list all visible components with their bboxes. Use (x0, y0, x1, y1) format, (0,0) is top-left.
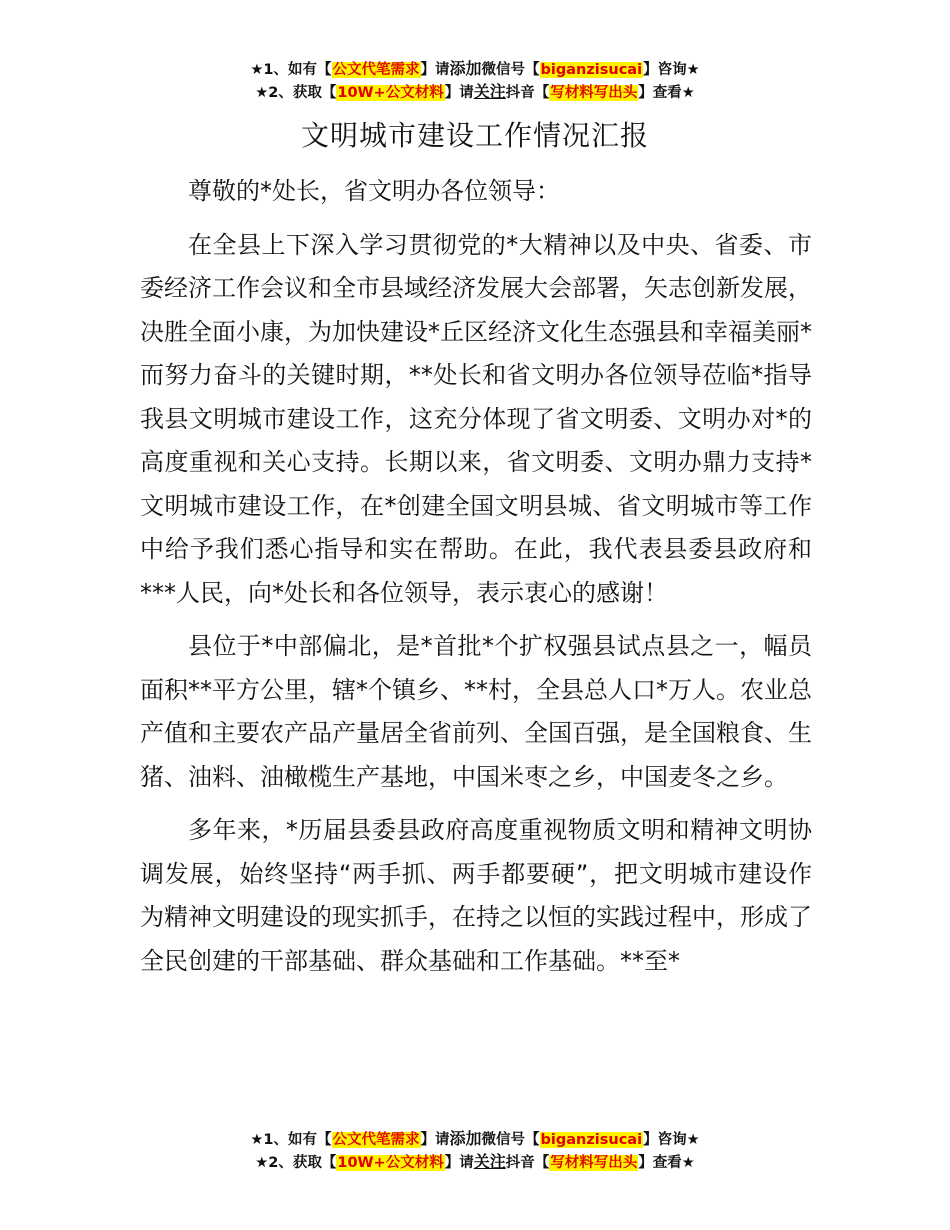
promo-text: ★1、如有【 (250, 1132, 332, 1148)
promo-text: 】查看★ (638, 1155, 695, 1171)
promo-text: ★1、如有【 (250, 62, 332, 78)
promo-emphasis: 关注 (473, 1152, 506, 1171)
promo-emphasis: 添加 (449, 59, 482, 78)
promo-text: 】请 (420, 1132, 450, 1148)
promo-text: 】查看★ (638, 85, 695, 101)
document-body (140, 170, 812, 993)
document-title: 文明城市建设工作情况汇报 (300, 119, 649, 152)
greeting: 尊敬的*处长，省文明办各位领导： (188, 177, 560, 205)
promo-banner-bottom (0, 1128, 950, 1174)
promo-wechat-id: biganzisucai (540, 1132, 643, 1148)
promo-text: 】请 (420, 62, 450, 78)
promo-highlight: 公文代笔需求 (332, 1132, 420, 1148)
promo-text: 】请 (444, 85, 474, 101)
promo-douyin-id: 写材料写出头 (550, 85, 638, 101)
promo-line-1 (0, 58, 950, 81)
promo-emphasis: 添加 (449, 1129, 482, 1148)
promo-banner-top (0, 58, 950, 104)
promo-text: 微信号【 (481, 62, 540, 78)
promo-line-1 (0, 1128, 950, 1151)
promo-text: 】咨询★ (643, 1132, 700, 1148)
promo-text: ★2、获取【 (255, 85, 337, 101)
promo-douyin-id: 写材料写出头 (550, 1155, 638, 1171)
paragraph: 在全县上下深入学习贯彻党的*大精神以及中央、省委、市委经济工作会议和全市县域经济发展大会部署，矢志创新发展，决胜全面小康，为加快建设*丘区经济文化生态强县和幸福美丽*而努力奋斗的关键时期，**处长和省文明办各位领导莅临*指导我县文明城市建设工作，这充分体现了省文明委、文明办对*的高度重视和关心支持。长期以来，省文明委、文明办鼎力支持*文明城市建设工作，在*创建全国文明县城、省文明城市等工作中给予我们悉心指导和实在帮助。在此，我代表县委县政府和***人民，向*处长和各位领导，表示衷心的感谢！ (140, 230, 812, 607)
promo-text: 】请 (444, 1155, 474, 1171)
promo-emphasis: 关注 (473, 82, 506, 101)
promo-highlight: 10W+公文材料 (337, 85, 444, 101)
promo-text: 抖音【 (505, 1155, 550, 1171)
promo-wechat-id: biganzisucai (540, 62, 643, 78)
promo-highlight: 10W+公文材料 (337, 1155, 444, 1171)
promo-text: 抖音【 (505, 85, 550, 101)
promo-text: 】咨询★ (643, 62, 700, 78)
promo-text: 微信号【 (481, 1132, 540, 1148)
promo-line-2 (0, 81, 950, 104)
paragraph: 县位于*中部偏北，是*首批*个扩权强县试点县之一，幅员面积**平方公里，辖*个镇乡、**村，全县总人口*万人。农业总产值和主要农产品产量居全省前列、全国百强，是全国粮食、生猪、油料、油橄榄生产基地，中国米枣之乡，中国麦冬之乡。 (140, 632, 812, 791)
promo-text: ★2、获取【 (255, 1155, 337, 1171)
promo-highlight: 公文代笔需求 (332, 62, 420, 78)
paragraph: 多年来，*历届县委县政府高度重视物质文明和精神文明协调发展，始终坚持“两手抓、两手都要硬”，把文明城市建设作为精神文明建设的现实抓手，在持之以恒的实践过程中，形成了全民创建的干部基础、群众基础和工作基础。**至* (140, 816, 812, 975)
promo-line-2 (0, 1151, 950, 1174)
